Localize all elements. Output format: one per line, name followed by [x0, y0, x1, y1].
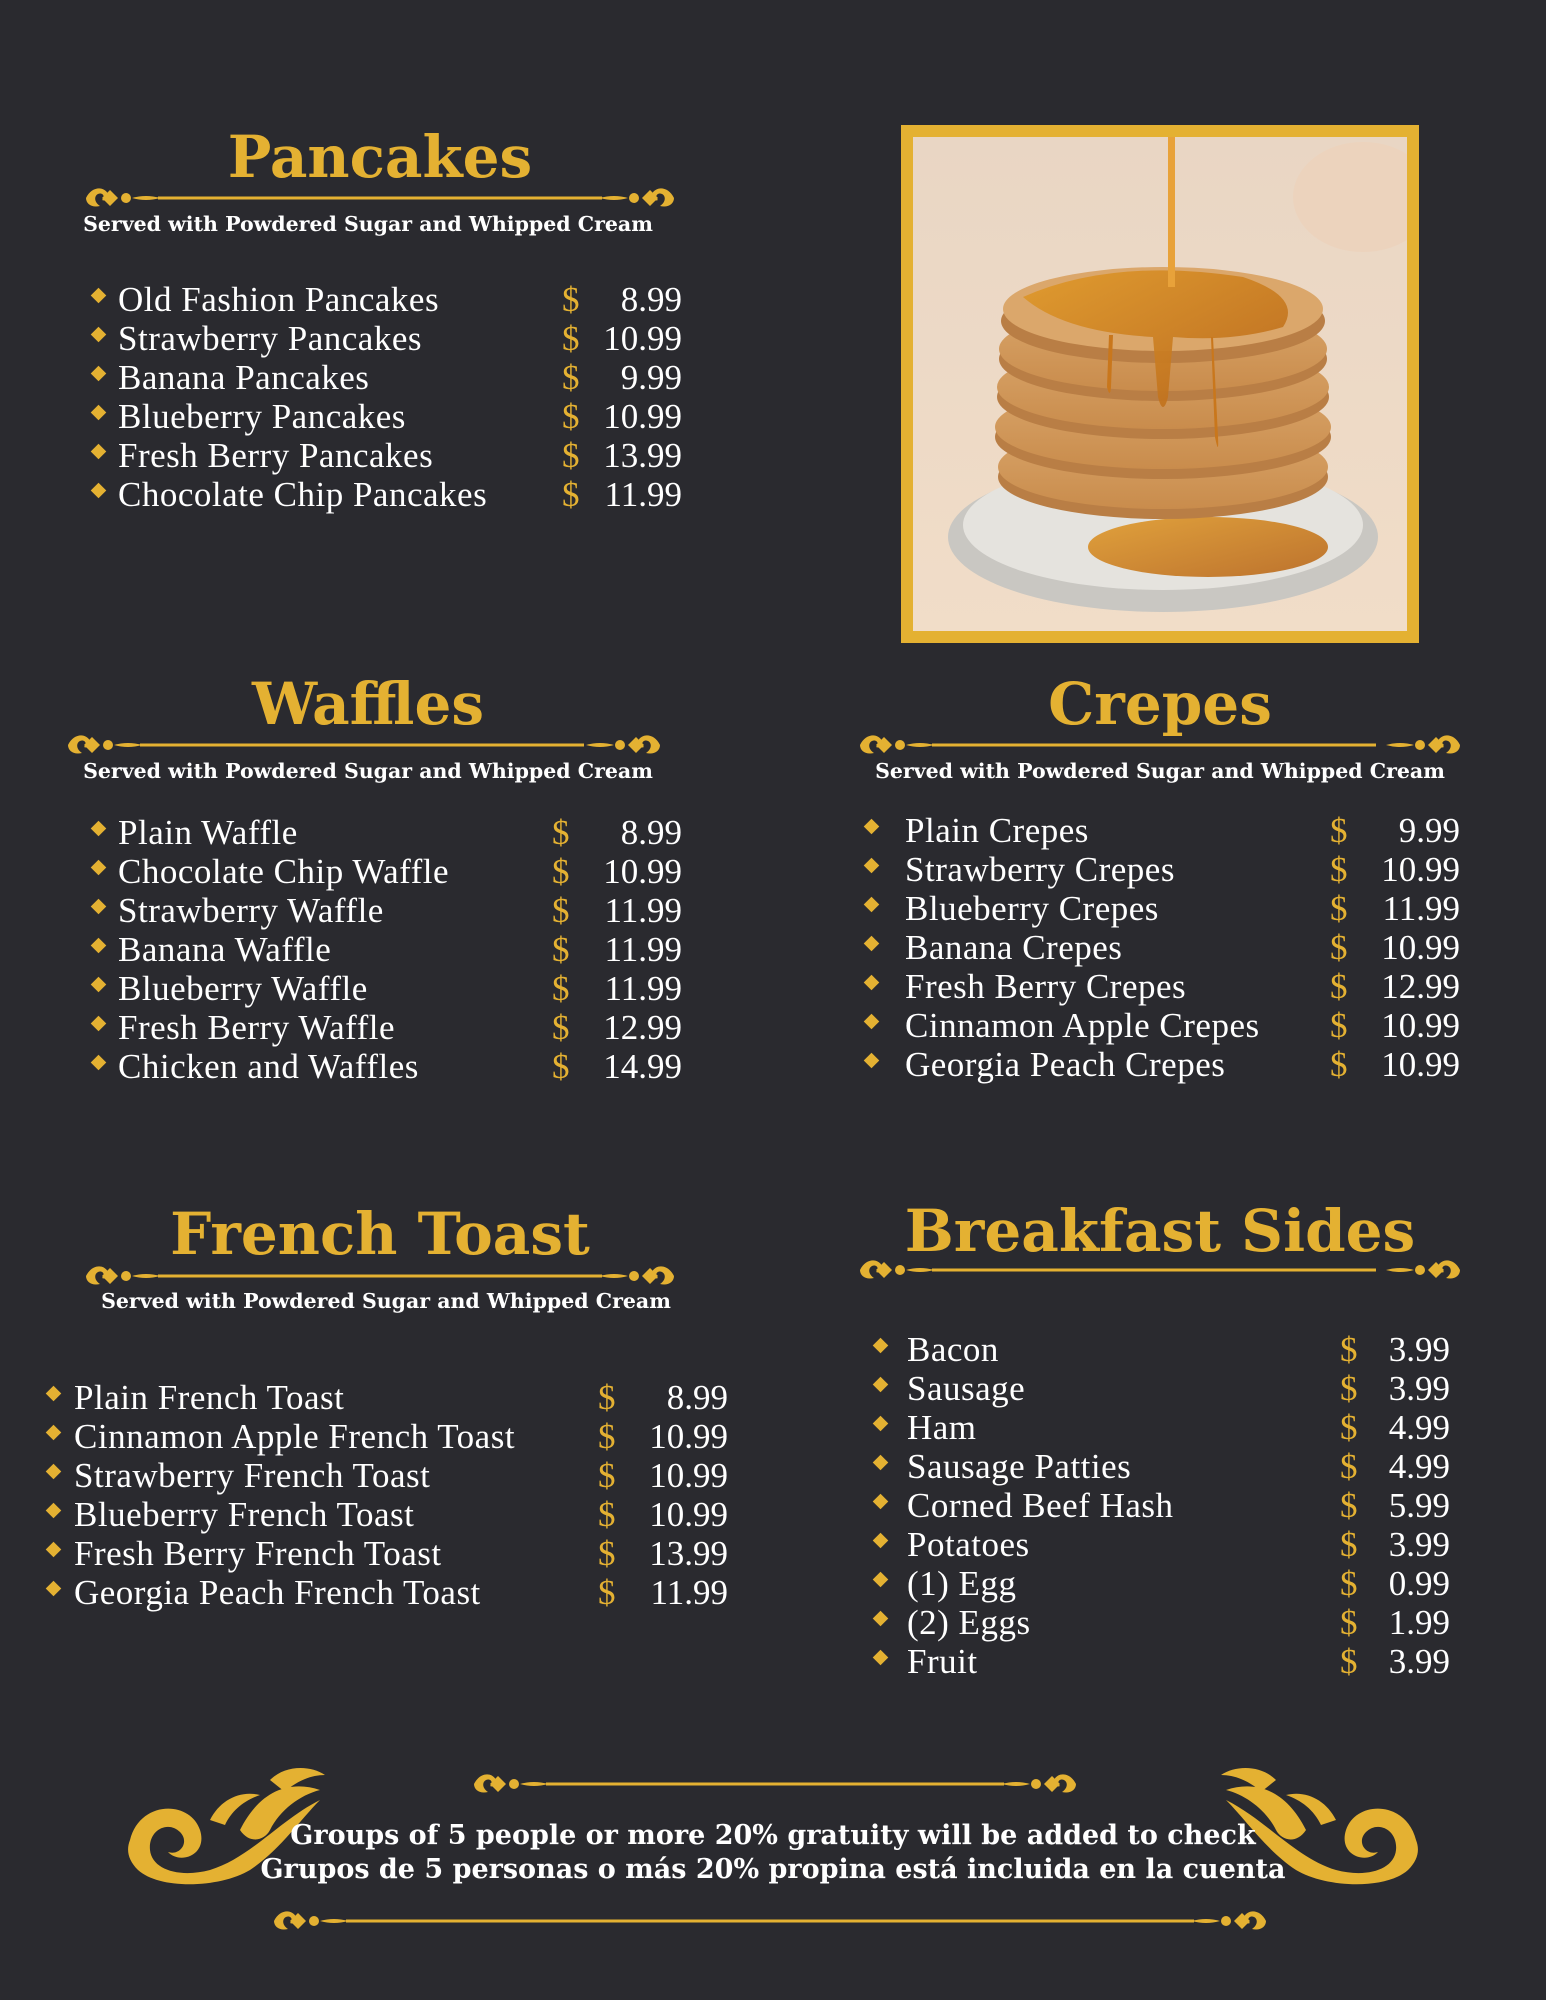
menu-item [850, 1447, 1490, 1486]
currency-sign: $ [1340, 1330, 1358, 1369]
item-name: Georgia Peach French Toast [74, 1573, 481, 1612]
diamond-bullet-icon [91, 327, 107, 343]
section-title: Pancakes [227, 123, 533, 191]
french-toast-section [60, 1195, 740, 1635]
diamond-bullet-icon [91, 288, 107, 304]
menu-item [850, 967, 1490, 1006]
diamond-bullet-icon [91, 938, 107, 954]
diamond-bullet-icon [873, 1650, 889, 1666]
menu-item [60, 1495, 740, 1534]
menu-item [60, 813, 700, 852]
item-price: 4.99 [1388, 1447, 1450, 1486]
item-name: Sausage [907, 1369, 1026, 1408]
item-name: Chocolate Chip Waffle [118, 852, 450, 891]
item-name: Blueberry Waffle [118, 969, 368, 1008]
currency-sign: $ [598, 1534, 616, 1573]
item-price: 10.99 [603, 319, 682, 358]
menu-item [850, 811, 1490, 850]
menu-item [850, 1603, 1490, 1642]
currency-sign: $ [1340, 1408, 1358, 1447]
item-price: 3.99 [1388, 1330, 1450, 1369]
ornamental-divider [850, 1252, 1490, 1288]
currency-sign: $ [1340, 1486, 1358, 1525]
item-name: Banana Crepes [905, 928, 1123, 967]
diamond-bullet-icon [46, 1503, 62, 1519]
item-name: Blueberry Pancakes [118, 397, 406, 436]
item-price: 8.99 [620, 280, 682, 319]
item-price: 10.99 [1381, 928, 1460, 967]
pancakes-list [60, 280, 700, 514]
menu-item [60, 852, 700, 891]
item-name: Potatoes [907, 1525, 1030, 1564]
item-name: Strawberry Pancakes [118, 319, 422, 358]
diamond-bullet-icon [864, 819, 880, 835]
currency-sign: $ [562, 475, 580, 514]
menu-item [850, 1369, 1490, 1408]
gratuity-notice-english: Groups of 5 people or more 20% gratuity will be added to check [290, 1820, 1256, 1851]
ornamental-divider [60, 727, 700, 763]
diamond-bullet-icon [46, 1386, 62, 1402]
item-price: 11.99 [650, 1573, 728, 1612]
ornamental-divider [60, 180, 700, 216]
currency-sign: $ [552, 852, 570, 891]
item-name: Fresh Berry Waffle [118, 1008, 396, 1047]
diamond-bullet-icon [91, 860, 107, 876]
menu-item [850, 1330, 1490, 1369]
item-name: (1) Egg [907, 1564, 1017, 1603]
currency-sign: $ [552, 1008, 570, 1047]
item-name: Chicken and Waffles [118, 1047, 419, 1086]
item-name: Plain Crepes [905, 811, 1089, 850]
section-title: French Toast [170, 1200, 590, 1268]
item-price: 10.99 [603, 852, 682, 891]
currency-sign: $ [1330, 850, 1348, 889]
menu-item [850, 1642, 1490, 1681]
item-price: 12.99 [603, 1008, 682, 1047]
item-name: Fresh Berry French Toast [74, 1534, 442, 1573]
diamond-bullet-icon [864, 897, 880, 913]
item-name: Banana Waffle [118, 930, 332, 969]
pancake-stack-photo [913, 137, 1407, 631]
menu-item [850, 1525, 1490, 1564]
diamond-bullet-icon [91, 1055, 107, 1071]
currency-sign: $ [1340, 1603, 1358, 1642]
currency-sign: $ [552, 1047, 570, 1086]
currency-sign: $ [1330, 1045, 1348, 1084]
menu-item [60, 436, 700, 475]
footer-top-divider [470, 1766, 1080, 1802]
diamond-bullet-icon [873, 1533, 889, 1549]
diamond-bullet-icon [873, 1338, 889, 1354]
item-price: 3.99 [1388, 1525, 1450, 1564]
waffles-section [60, 665, 700, 1105]
item-price: 9.99 [1398, 811, 1460, 850]
currency-sign: $ [1340, 1369, 1358, 1408]
currency-sign: $ [552, 930, 570, 969]
item-name: Chocolate Chip Pancakes [118, 475, 488, 514]
diamond-bullet-icon [46, 1542, 62, 1558]
menu-item [850, 1006, 1490, 1045]
item-name: (2) Eggs [907, 1603, 1031, 1642]
item-price: 10.99 [649, 1456, 728, 1495]
section-title: Waffles [252, 670, 484, 738]
currency-sign: $ [562, 319, 580, 358]
menu-item [60, 397, 700, 436]
currency-sign: $ [562, 280, 580, 319]
item-price: 13.99 [649, 1534, 728, 1573]
diamond-bullet-icon [864, 858, 880, 874]
menu-item [60, 280, 700, 319]
menu-item [60, 930, 700, 969]
pancake-photo-frame [901, 125, 1419, 643]
waffles-list [60, 813, 700, 1086]
diamond-bullet-icon [91, 483, 107, 499]
diamond-bullet-icon [873, 1611, 889, 1627]
menu-item [850, 1408, 1490, 1447]
item-name: Banana Pancakes [118, 358, 370, 397]
item-name: Corned Beef Hash [907, 1486, 1174, 1525]
item-price: 11.99 [1382, 889, 1460, 928]
footer-bottom-divider [270, 1903, 1270, 1939]
diamond-bullet-icon [91, 1016, 107, 1032]
diamond-bullet-icon [873, 1494, 889, 1510]
item-price: 10.99 [1381, 1006, 1460, 1045]
item-name: Blueberry Crepes [905, 889, 1159, 928]
section-subtitle: Served with Powdered Sugar and Whipped Cream [83, 212, 653, 236]
menu-item [850, 850, 1490, 889]
item-price: 10.99 [1381, 1045, 1460, 1084]
currency-sign: $ [552, 813, 570, 852]
crepes-section [850, 665, 1490, 1105]
item-name: Blueberry French Toast [74, 1495, 415, 1534]
menu-item [850, 928, 1490, 967]
currency-sign: $ [562, 358, 580, 397]
item-name: Fresh Berry Crepes [905, 967, 1187, 1006]
ornamental-divider [850, 727, 1490, 763]
currency-sign: $ [598, 1456, 616, 1495]
currency-sign: $ [1330, 928, 1348, 967]
currency-sign: $ [1330, 811, 1348, 850]
section-subtitle: Served with Powdered Sugar and Whipped Cream [875, 759, 1445, 783]
item-price: 10.99 [1381, 850, 1460, 889]
currency-sign: $ [598, 1573, 616, 1612]
diamond-bullet-icon [873, 1572, 889, 1588]
item-name: Ham [907, 1408, 977, 1447]
diamond-bullet-icon [91, 977, 107, 993]
diamond-bullet-icon [91, 405, 107, 421]
section-title: Crepes [1048, 670, 1272, 738]
diamond-bullet-icon [46, 1581, 62, 1597]
currency-sign: $ [1330, 889, 1348, 928]
item-name: Fruit [907, 1642, 978, 1681]
breakfast-sides-list [850, 1330, 1490, 1681]
item-price: 13.99 [603, 436, 682, 475]
menu-item [60, 1456, 740, 1495]
item-price: 8.99 [620, 813, 682, 852]
menu-item [60, 319, 700, 358]
menu-item [60, 1417, 740, 1456]
item-price: 12.99 [1381, 967, 1460, 1006]
item-name: Cinnamon Apple French Toast [74, 1417, 516, 1456]
item-price: 1.99 [1388, 1603, 1450, 1642]
menu-item [850, 1486, 1490, 1525]
gratuity-notice-spanish: Grupos de 5 personas o más 20% propina está incluida en la cuenta [260, 1854, 1286, 1885]
item-name: Cinnamon Apple Crepes [905, 1006, 1260, 1045]
currency-sign: $ [1340, 1525, 1358, 1564]
item-price: 5.99 [1388, 1486, 1450, 1525]
item-name: Fresh Berry Pancakes [118, 436, 434, 475]
currency-sign: $ [598, 1417, 616, 1456]
item-name: Georgia Peach Crepes [905, 1045, 1226, 1084]
item-name: Plain French Toast [74, 1378, 345, 1417]
currency-sign: $ [1340, 1447, 1358, 1486]
item-price: 3.99 [1388, 1369, 1450, 1408]
diamond-bullet-icon [864, 1014, 880, 1030]
item-price: 11.99 [604, 891, 682, 930]
menu-item [850, 1045, 1490, 1084]
menu-item [60, 891, 700, 930]
item-price: 9.99 [620, 358, 682, 397]
french-toast-list [60, 1378, 740, 1612]
item-name: Plain Waffle [118, 813, 298, 852]
diamond-bullet-icon [873, 1416, 889, 1432]
diamond-bullet-icon [91, 899, 107, 915]
section-subtitle: Served with Powdered Sugar and Whipped Cream [83, 759, 653, 783]
section-subtitle: Served with Powdered Sugar and Whipped Cream [101, 1289, 671, 1313]
item-price: 10.99 [603, 397, 682, 436]
currency-sign: $ [552, 969, 570, 1008]
item-name: Strawberry French Toast [74, 1456, 431, 1495]
menu-item [850, 889, 1490, 928]
currency-sign: $ [562, 397, 580, 436]
item-price: 10.99 [649, 1417, 728, 1456]
diamond-bullet-icon [91, 366, 107, 382]
item-name: Bacon [907, 1330, 999, 1369]
menu-item [60, 969, 700, 1008]
currency-sign: $ [1340, 1642, 1358, 1681]
item-price: 4.99 [1388, 1408, 1450, 1447]
item-price: 14.99 [603, 1047, 682, 1086]
item-price: 10.99 [649, 1495, 728, 1534]
diamond-bullet-icon [864, 1053, 880, 1069]
menu-item [60, 1047, 700, 1086]
section-title: Breakfast Sides [904, 1197, 1416, 1265]
breakfast-sides-section [850, 1192, 1490, 1712]
menu-item [60, 1534, 740, 1573]
diamond-bullet-icon [91, 444, 107, 460]
diamond-bullet-icon [864, 936, 880, 952]
diamond-bullet-icon [91, 821, 107, 837]
currency-sign: $ [562, 436, 580, 475]
diamond-bullet-icon [46, 1464, 62, 1480]
menu-item [60, 1008, 700, 1047]
currency-sign: $ [1330, 967, 1348, 1006]
diamond-bullet-icon [873, 1377, 889, 1393]
item-name: Old Fashion Pancakes [118, 280, 440, 319]
item-name: Strawberry Waffle [118, 891, 384, 930]
item-name: Sausage Patties [907, 1447, 1132, 1486]
currency-sign: $ [1330, 1006, 1348, 1045]
diamond-bullet-icon [46, 1425, 62, 1441]
menu-item [60, 1573, 740, 1612]
item-price: 11.99 [604, 475, 682, 514]
currency-sign: $ [598, 1495, 616, 1534]
menu-item [60, 1378, 740, 1417]
menu-item [60, 358, 700, 397]
item-price: 11.99 [604, 930, 682, 969]
item-price: 0.99 [1388, 1564, 1450, 1603]
pancakes-section [60, 118, 700, 518]
item-name: Strawberry Crepes [905, 850, 1175, 889]
currency-sign: $ [552, 891, 570, 930]
menu-item [850, 1564, 1490, 1603]
currency-sign: $ [1340, 1564, 1358, 1603]
diamond-bullet-icon [864, 975, 880, 991]
item-price: 3.99 [1388, 1642, 1450, 1681]
currency-sign: $ [598, 1378, 616, 1417]
diamond-bullet-icon [873, 1455, 889, 1471]
item-price: 11.99 [604, 969, 682, 1008]
item-price: 8.99 [666, 1378, 728, 1417]
menu-item [60, 475, 700, 514]
crepes-list [850, 811, 1490, 1084]
